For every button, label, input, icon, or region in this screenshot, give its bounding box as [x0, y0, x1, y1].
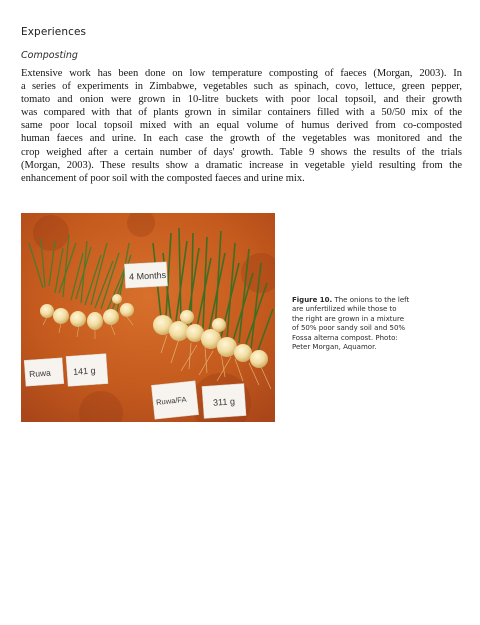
- body-line: same poor local topsoil mixed with an equal volume of humus derived from co-composted: [21, 120, 462, 132]
- section-heading: Experiences: [21, 26, 87, 38]
- body-line: a series of experiments in Zimbabwe, vegetables such as spinach, covo, lettuce, green pepper,: [21, 81, 462, 93]
- svg-text:141 g: 141 g: [72, 365, 96, 377]
- caption-line: Fossa alterna compost. Photo:: [292, 333, 398, 342]
- caption-line: [292, 296, 422, 305]
- svg-text:4 Months: 4 Months: [128, 269, 167, 282]
- caption-text: The onions to the left: [332, 296, 410, 304]
- figure-label: Figure 10.: [292, 296, 333, 304]
- svg-text:Ruwa/FA: Ruwa/FA: [155, 394, 187, 407]
- caption-line: are unfertilized while those to: [292, 305, 397, 314]
- caption-line: the right are grown in a mixture: [292, 314, 405, 323]
- onion-photo: [21, 213, 275, 422]
- svg-text:Ruwa: Ruwa: [28, 367, 52, 380]
- body-line: Extensive work has been done on low temperature composting of faeces (Morgan, 2003). In: [21, 68, 462, 79]
- body-line: was compared with that of plants grown in similar containers filled with a 50/50 mix of the: [21, 107, 462, 119]
- caption-line: Peter Morgan, Aquamor.: [292, 343, 377, 352]
- svg-text:311 g: 311 g: [212, 396, 236, 408]
- subsection-heading: Composting: [21, 50, 78, 61]
- body-line: crop weighed after a certain number of days' growth. Table 9 shows the results of the trials: [21, 146, 462, 158]
- figure-caption: [292, 296, 422, 352]
- body-line: tomato and onion were grown in 10-litre buckets with poor local topsoil, and their growth: [21, 94, 462, 106]
- caption-line: of 50% poor sandy soil and 50%: [292, 324, 406, 333]
- body-line: human faeces and urine. In each case the growth of the vegetables was monitored and the: [21, 133, 462, 145]
- body-paragraph: [21, 67, 462, 185]
- label-card-months: [124, 262, 167, 288]
- body-line: enhancement of poor soil with the composted faeces and urine mix.: [21, 172, 305, 184]
- body-line: (Morgan, 2003). These results show a dramatic increase in vegetable yield resulting from the: [21, 159, 462, 171]
